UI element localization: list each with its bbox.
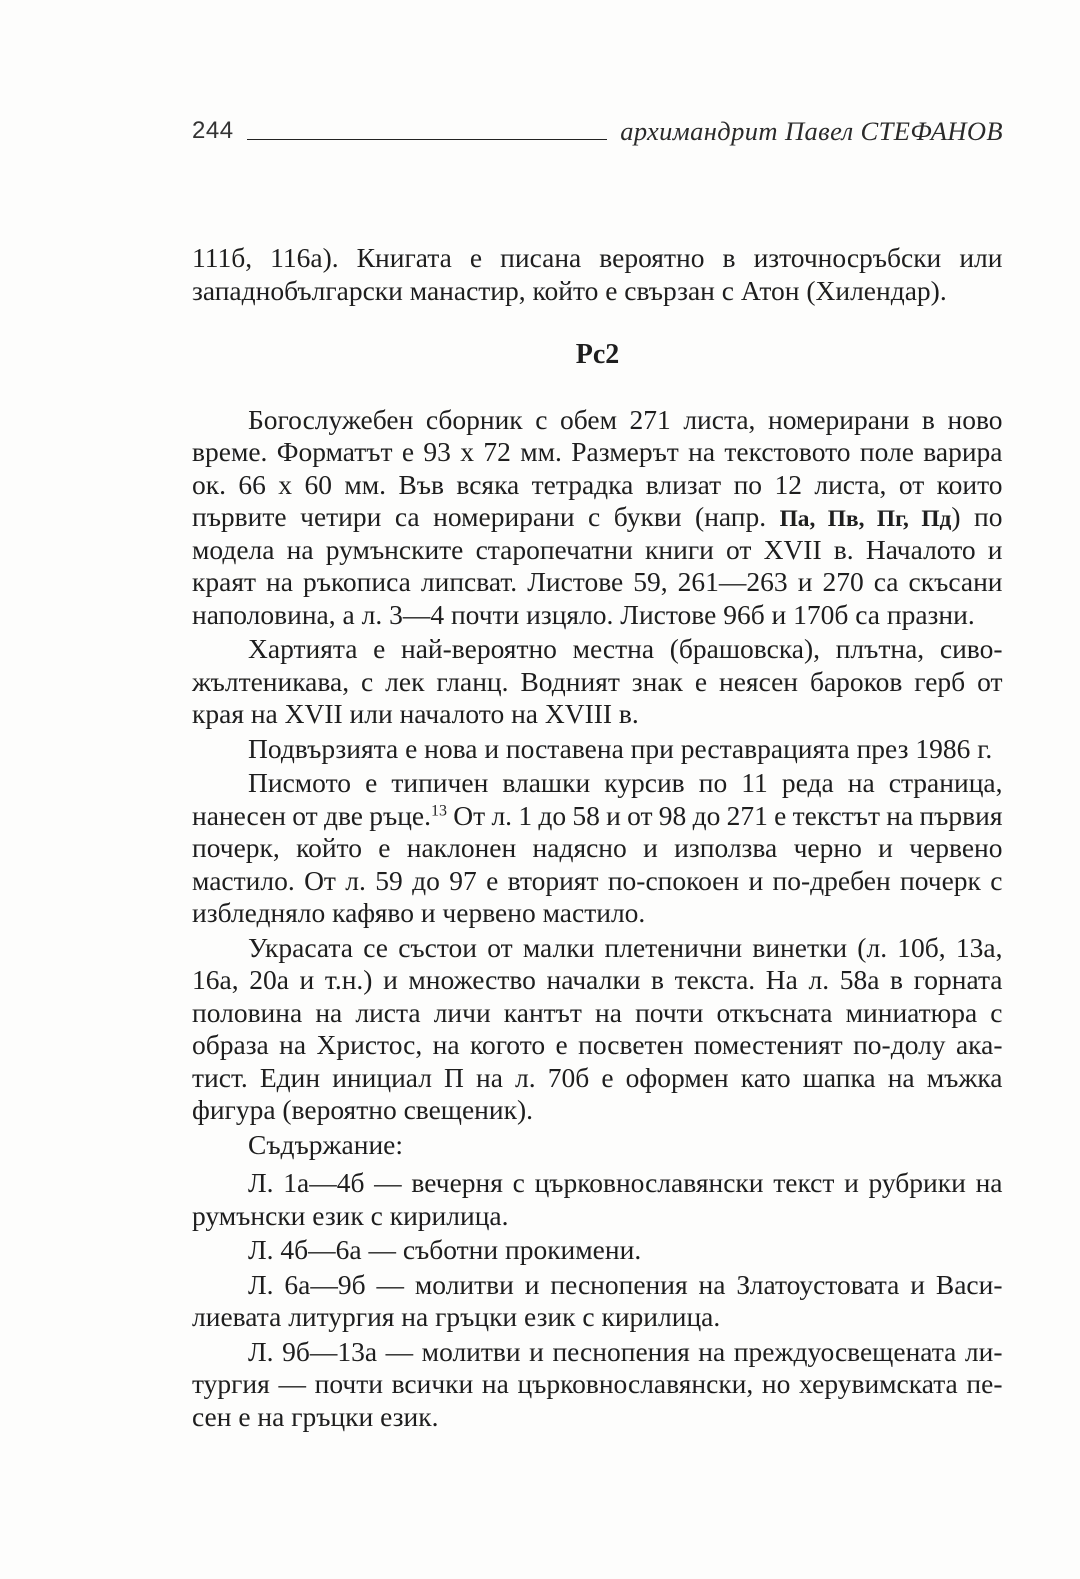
text-line: края на XVII или началото на XVIII в.: [192, 698, 639, 729]
text-line: образа на Христос, на когото е посветен поместеният по-долу ака-: [192, 1029, 1003, 1060]
text-line: западнобългарски манастир, който е свързан с Атон (Хилендар).: [192, 274, 947, 306]
footnote-reference: 13: [431, 801, 448, 819]
text-line: половина на листа личи кантът на почти откъсната миниатюра с: [192, 996, 1003, 1028]
text-line: почерк, който е наклонен надясно и използва черно и червено: [192, 832, 1003, 863]
page-body: [192, 242, 1003, 1433]
running-header: [192, 113, 1003, 149]
text-line: модела на румънските старопечатни книги от XVII в. Началото и: [192, 533, 1003, 565]
text-line: румънски език с кирилица.: [192, 1199, 509, 1231]
text-line: Хартията е най-вероятно местна (брашовска), плътна, сиво-: [248, 633, 1003, 664]
text-line: Л. 6а—9б — молитви и песнопения на Златоустовата и Васи-: [248, 1268, 1003, 1300]
text-line: избледняло кафяво и червено мастило.: [192, 897, 646, 928]
text-line: време. Форматът е 93 х 72 мм. Размерът на текстовото поле варира: [192, 436, 1003, 467]
contents-entry: [192, 1234, 1003, 1267]
paragraph-script: [192, 767, 1003, 930]
folio-letters: Па, Пв, Пг, Пд: [779, 506, 952, 532]
text-line: 16а, 20а и т.н.) и множество началки в текста. На л. 58а в горната: [192, 964, 1003, 995]
text-line: Писмото е типичен влашки курсив по 11 реда на страница,: [248, 767, 1003, 798]
text-line: наполовина, а л. 3—4 почти изцяло. Листове 96б и 170б са празни.: [192, 598, 975, 630]
text-segment: нанесен от две ръце.: [192, 799, 432, 831]
text-line: Украсата се състои от малки плетенични винетки (л. 10б, 13а,: [248, 931, 1003, 963]
text-line: фигура (вероятно свещеник).: [192, 1094, 534, 1125]
contents-entry: [192, 1336, 1003, 1434]
contents-entry: [192, 1167, 1003, 1232]
text-line: [192, 800, 1003, 833]
text-line: Богослужебен сборник с обем 271 листа, номерирани в ново: [248, 403, 1003, 435]
text-line: Л. 9б—13а — молитви и песнопения на преждуосвещената ли-: [248, 1335, 1003, 1367]
text-segment: От л. 1 до 58 и от 98 до 271 е текстът на първия: [447, 799, 1003, 831]
text-line: Л. 4б—6а — съботни прокимени.: [248, 1234, 642, 1265]
text-line: 111б, 116а). Книгата е писана вероятно в източносръбски или: [192, 242, 1003, 273]
text-line: лиевата литургия на гръцки език с кирилица.: [192, 1301, 721, 1332]
header-rule: [247, 139, 608, 140]
contents-entry: [192, 1269, 1003, 1334]
text-line: мастило. От л. 59 до 97 е вторият по-спокоен и по-дребен почерк с: [192, 864, 1003, 896]
text-line: Подвързията е нова и поставена при реставрацията през 1986 г.: [248, 732, 993, 764]
running-title: архимандрит Павел СТЕФАНОВ: [620, 116, 1003, 146]
text-line: тургия — почти всички на църковнославянски, но херувимската пе-: [192, 1368, 1003, 1399]
continued-paragraph: [192, 242, 1003, 307]
text-segment: ) по: [951, 501, 1003, 532]
text-line: Съдържание:: [248, 1128, 404, 1160]
paragraph-paper: [192, 633, 1003, 731]
text-segment: първите четири са номерирани с букви (напр.: [192, 501, 780, 532]
text-line: тист. Един инициал П на л. 70б е оформен като шапка на мъжка: [192, 1061, 1003, 1093]
paragraph-binding: [192, 733, 1003, 766]
text-line: [192, 501, 1003, 534]
text-line: Л. 1а—4б — вечерня с църковнославянски текст и рубрики на: [248, 1167, 1003, 1198]
text-line: ок. 66 х 60 мм. Във всяка тетрадка влизат по 12 листа, от които: [192, 468, 1003, 500]
section-heading: Рс2: [575, 339, 620, 370]
text-line: краят на ръкописа липсват. Листове 59, 261—263 и 270 са скъсани: [192, 566, 1003, 597]
page-number: 244: [192, 117, 234, 144]
text-line: сен е на гръцки език.: [192, 1400, 439, 1432]
contents-heading: [192, 1129, 1003, 1162]
paragraph-decoration: [192, 932, 1003, 1127]
paragraph-description: [192, 404, 1003, 632]
text-line: жълтеникава, с лек гланц. Водният знак е неясен бароков герб от: [192, 665, 1003, 697]
